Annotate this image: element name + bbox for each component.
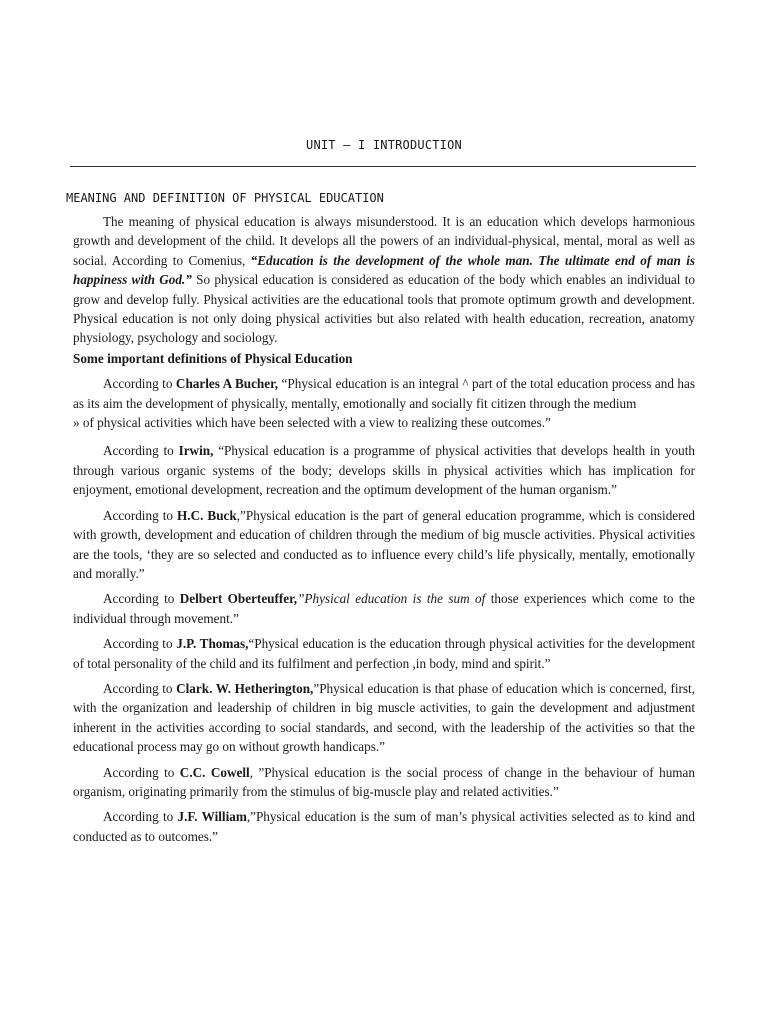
definition-text: , ”Physical education is the social process of change in the behaviour of human organism, originating primarily from the stimulus of big-muscle play and related activities.” xyxy=(73,764,695,799)
definition-lead: According to xyxy=(103,636,177,652)
body-text xyxy=(73,212,695,846)
author-name: C.C. Cowell xyxy=(179,764,250,780)
definition-buck xyxy=(73,506,695,584)
definition-bucher-continuation: » of physical activities which have been selected with a view to realizing these outcomes.” xyxy=(73,415,551,431)
intro-paragraph xyxy=(73,212,695,348)
unit-title: UNIT – I INTRODUCTION xyxy=(306,138,462,152)
definition-lead: According to xyxy=(103,809,178,825)
definition-william xyxy=(73,807,695,846)
definition-irwin xyxy=(73,441,695,499)
intro-text-1: The meaning of physical education is always misunderstood. It is an education which develops harmonious growth and development of the child. It develops all the powers of an individual-physical, mental, moral as well as social. According to Comenius, xyxy=(73,214,695,268)
comenius-quote: “Education is the development of the whole man. The ultimate end of man is happiness with God.” xyxy=(73,252,696,288)
definition-bucher xyxy=(73,374,695,413)
title-rule xyxy=(70,166,696,167)
author-name: J.F. William xyxy=(177,809,247,825)
definition-lead: According to xyxy=(103,443,179,459)
definition-italic-text: ”Physical education is the sum of xyxy=(297,591,486,607)
definition-hetherington xyxy=(73,679,695,757)
author-name: J.P. Thomas, xyxy=(176,636,249,652)
author-name: H.C. Buck xyxy=(177,507,237,523)
author-name: Charles A Bucher, xyxy=(175,376,279,392)
definition-text: ,”Physical education is the part of general education programme, which is considered with growth, development and education of children through the medium of big muscle activities. Physical activities are the tools, ‘they are so selected and conducted as to influence every child’s life physically, mentally, emotionally and morally.” xyxy=(73,507,695,581)
definition-thomas xyxy=(73,634,695,673)
definition-lead: According to xyxy=(103,764,180,780)
definition-text: those experiences which come to the individual through movement.” xyxy=(73,591,695,626)
section-heading: MEANING AND DEFINITION OF PHYSICAL EDUCATION xyxy=(66,191,384,205)
definition-lead: According to xyxy=(103,507,178,523)
definition-text: “Physical education is a programme of physical activities that develops health in youth through various organic systems of the body; develops skills in physical activities which has implication for enjoyment, emotional development, recreation and the optimum development of the human organism.” xyxy=(73,443,695,498)
definition-lead: According to xyxy=(103,376,176,392)
definition-text: ”Physical education is that phase of education which is concerned, first, with the organization and leadership of children in big muscle activities, to gain the development and adjustment inherent in the activities according to social standards, and second, with the leadership of the activities so that the educational process may go on without growth handicaps.” xyxy=(73,680,695,755)
definition-text: ,”Physical education is the sum of man’s physical activities selected as to kind and conducted as to outcomes.” xyxy=(73,809,695,844)
author-name: Delbert Oberteuffer, xyxy=(179,591,298,607)
definition-text: “Physical education is an integral ^ part of the total education process and has as its aim the development of physically, mentally, emotionally and socially fit citizen through the medium xyxy=(73,376,696,411)
definition-oberteuffer xyxy=(73,589,695,628)
definitions-subheading: Some important definitions of Physical Education xyxy=(73,350,353,366)
definition-text: “Physical education is the education through physical activities for the development of total personality of the child and its fulfilment and perfection ,in body, mind and spirit.” xyxy=(73,636,695,671)
intro-text-2: So physical education is considered as education of the body which enables an individual to grow and develop fully. Physical activities are the educational tools that promote optimum growth and development. Physical education is not only doing physical activities but also related with health education, recreation, anatomy physiology, psychology and sociology. xyxy=(73,272,696,346)
definition-lead: According to xyxy=(103,680,177,696)
definition-lead: According to xyxy=(103,591,180,607)
definition-cowell xyxy=(73,763,695,802)
author-name: Irwin, xyxy=(178,443,214,459)
author-name: Clark. W. Hetherington, xyxy=(176,680,314,696)
